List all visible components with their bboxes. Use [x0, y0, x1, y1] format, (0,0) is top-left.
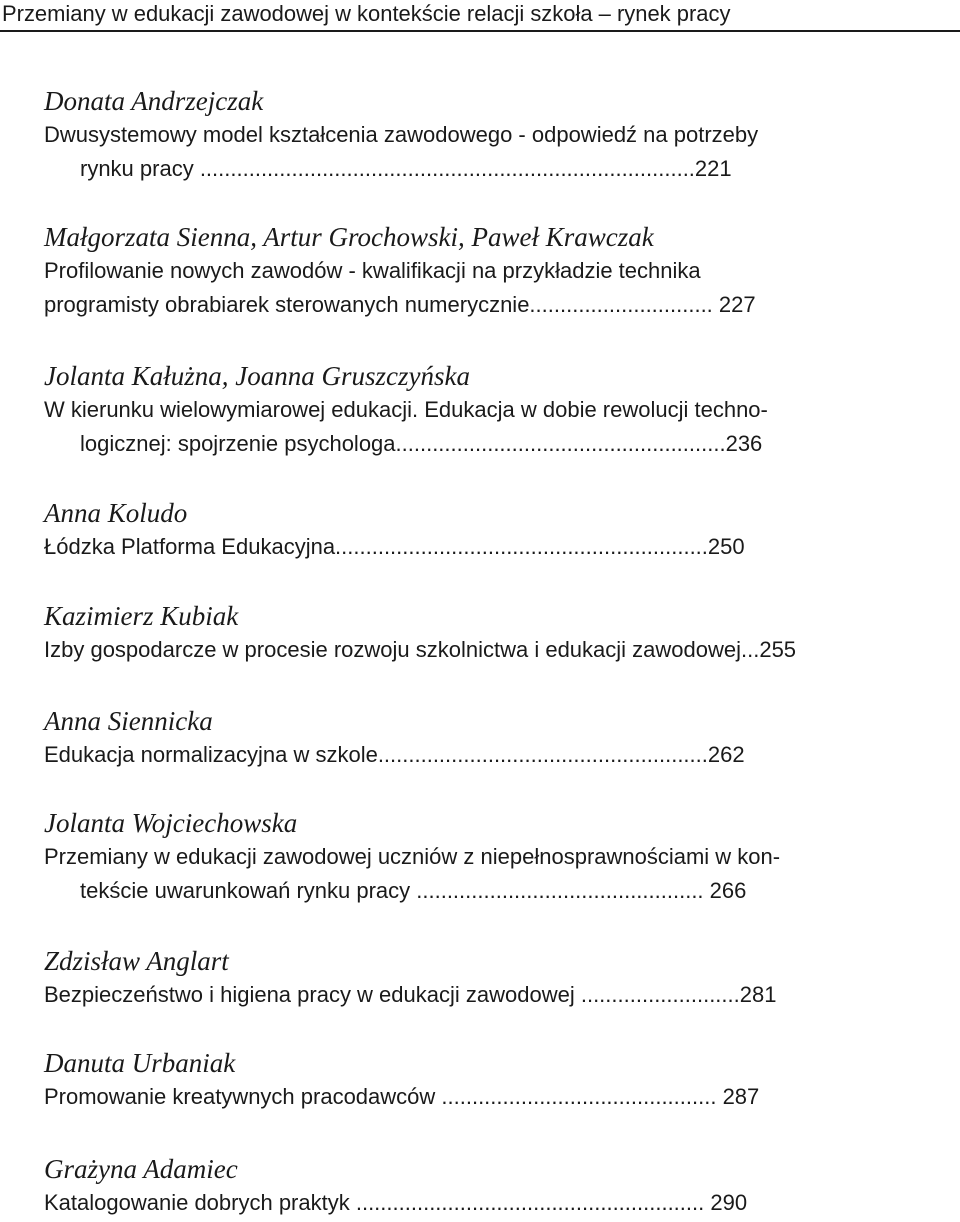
toc-entry: [44, 704, 884, 772]
entry-title-line: Profilowanie nowych zawodów - kwalifikacji na przykładzie technika: [44, 258, 701, 283]
entry-title-line: logicznej: spojrzenie psychologa......................................................236: [80, 431, 763, 456]
entry-title-line: rynku pracy .................................................................................221: [80, 156, 732, 181]
entry-title-line: programisty obrabiarek sterowanych numerycznie.............................. 227: [44, 292, 756, 317]
entry-author: Danuta Urbaniak: [44, 1048, 236, 1078]
entry-author: Anna Siennicka: [44, 706, 213, 736]
toc-entry: [44, 806, 884, 908]
entry-title-line: Promowanie kreatywnych pracodawców ............................................. 287: [44, 1084, 760, 1109]
entry-author: Małgorzata Sienna, Artur Grochowski, Paweł Krawczak: [44, 222, 654, 252]
entry-author: Anna Koludo: [44, 498, 188, 528]
entry-title-line: Dwusystemowy model kształcenia zawodowego - odpowiedź na potrzeby: [44, 122, 759, 147]
entry-title-line: Bezpieczeństwo i higiena pracy w edukacji zawodowej ..........................281: [44, 982, 777, 1007]
entry-title-line: tekście uwarunkowań rynku pracy ............................................... 266: [80, 878, 747, 903]
toc-entry: [44, 220, 884, 322]
entry-title-line: Izby gospodarcze w procesie rozwoju szkolnictwa i edukacji zawodowej...255: [44, 637, 797, 662]
toc-entry: [44, 944, 884, 1012]
header-rule: [0, 30, 960, 32]
entry-title-line: Katalogowanie dobrych praktyk ......................................................... 290: [44, 1190, 748, 1215]
entry-author: Zdzisław Anglart: [44, 946, 229, 976]
toc-entry: [44, 359, 884, 461]
entry-author: Jolanta Kałużna, Joanna Gruszczyńska: [44, 361, 470, 391]
toc-entry: [44, 1046, 884, 1114]
running-header: Przemiany w edukacji zawodowej w kontekście relacji szkoła – rynek pracy: [1, 1, 731, 26]
entry-author: Kazimierz Kubiak: [44, 601, 239, 631]
entry-author: Grażyna Adamiec: [44, 1154, 238, 1184]
entry-title-line: Edukacja normalizacyjna w szkole......................................................262: [44, 742, 745, 767]
entry-title-line: Przemiany w edukacji zawodowej uczniów z niepełnosprawnościami w kon-: [44, 844, 781, 869]
toc-entry: [44, 1152, 884, 1220]
entry-author: Jolanta Wojciechowska: [44, 808, 298, 838]
toc-entry: [44, 496, 884, 564]
toc-entry: [44, 84, 884, 186]
entry-title-line: W kierunku wielowymiarowej edukacji. Edukacja w dobie rewolucji techno-: [44, 397, 768, 422]
entry-author: Donata Andrzejczak: [44, 86, 264, 116]
entry-title-line: Łódzka Platforma Edukacyjna.............................................................250: [44, 534, 745, 559]
toc-entry: [44, 599, 884, 667]
